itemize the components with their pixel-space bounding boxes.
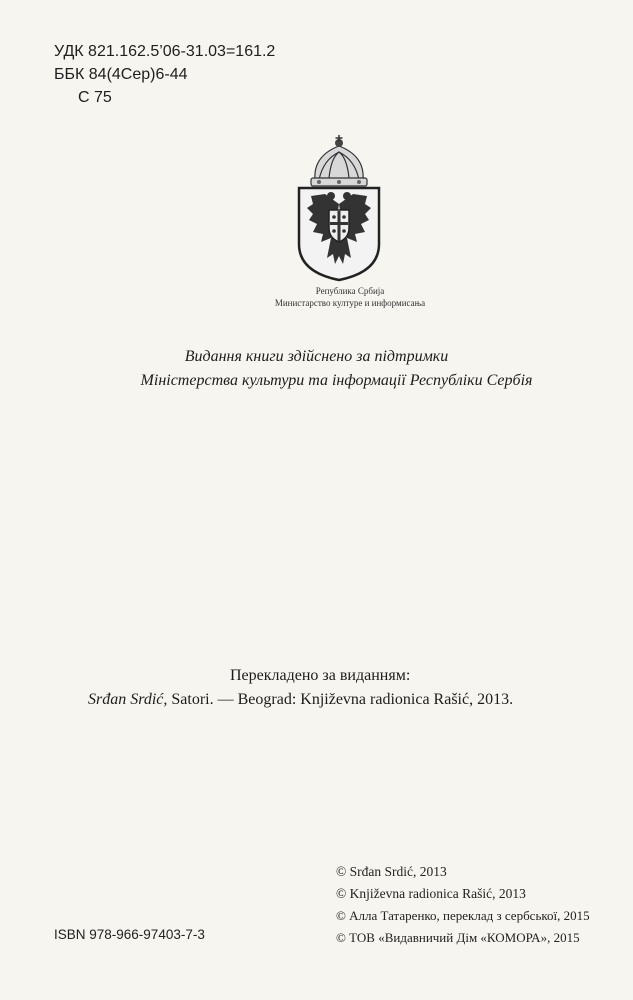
- original-edition: [88, 688, 588, 712]
- udk-code: УДК 821.162.5’06-31.03=161.2: [54, 43, 276, 60]
- copyright-line: © Алла Татаренко, переклад з сербської, 2015: [336, 908, 590, 923]
- serbian-coat-of-arms-icon: [297, 134, 381, 282]
- copyright-line: © Srđan Srdić, 2013: [336, 864, 447, 879]
- support-note-line1: Видання книги здійснено за підтримки: [184, 348, 449, 365]
- copyright-line: © ТОВ «Видавничий Дім «КОМОРА», 2015: [336, 930, 580, 945]
- classification-block: [54, 40, 275, 109]
- bbk-code: ББК 84(4Сер)6-44: [54, 66, 188, 83]
- ministry-name: Министарство културе и информисања: [274, 298, 426, 308]
- translated-from-heading: Перекладено за виданням:: [230, 667, 411, 684]
- translated-from-block: [88, 664, 588, 712]
- original-edition-details: Satori. — Beograd: Književna radionica Rašić, 2013.: [167, 691, 514, 708]
- support-note-line2: Міністерства культури та інформації Республіки Сербія: [140, 372, 533, 389]
- copyright-line: © Književna radionica Rašić, 2013: [336, 886, 526, 901]
- copyright-list: [336, 861, 590, 949]
- author-sign-code: С 75: [78, 89, 112, 106]
- original-author: Srđan Srdić,: [88, 691, 168, 708]
- isbn-number: ISBN 978-966-97403-7-3: [54, 927, 205, 942]
- republic-name: Република Србија: [315, 286, 385, 296]
- support-note: [0, 345, 633, 393]
- emblem-caption: [260, 285, 440, 309]
